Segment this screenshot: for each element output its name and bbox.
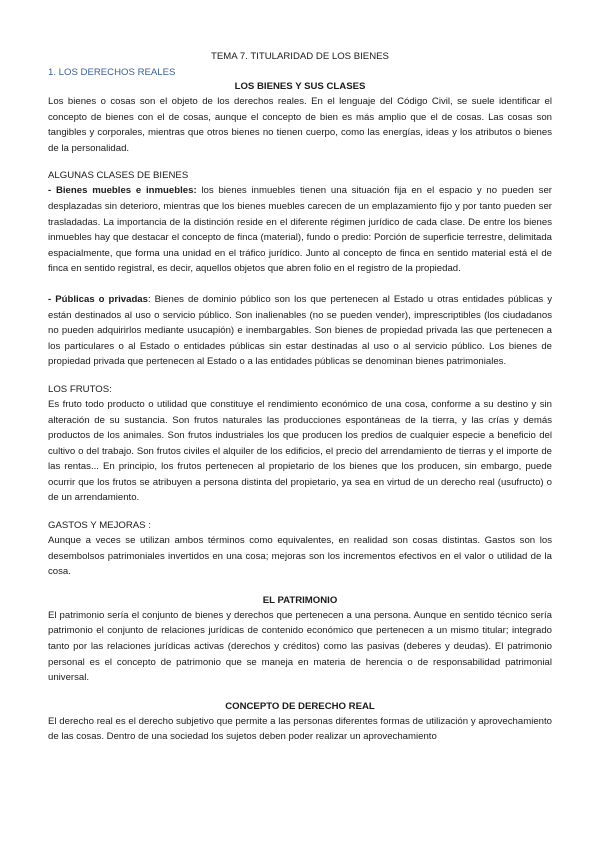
paragraph-concepto: El derecho real es el derecho subjetivo que permite a las personas diferentes formas de utilización y aprovechamiento de las cosas. Dentro de una sociedad los sujetos deben poder realizar un aprovechamiento (48, 715, 552, 743)
document-title: TEMA 7. TITULARIDAD DE LOS BIENES (211, 51, 389, 62)
text-muebles: los bienes inmuebles tienen una situación fija en el espacio y no pueden ser desplazadas sin deterioro, mientras que los bienes muebles carecen de un emplazamiento fijo y por tanto pueden ser trasladadas. La importancia de la distinción reside en el diferente régimen jurídico de cada clase. De entre los bienes inmuebles hay que destacar el concepto de finca (material), fundo o predio: Porción de superficie terrestre, delimitada espacialmente, que forma una unidad en el tráfico jurídico. Junto al concepto de finca en sentido material está el de finca en sentido registral, es decir, aquellos objetos que abren folio en el registro de la propiedad. (48, 185, 552, 275)
caption-gastos: GASTOS Y MEJORAS : (48, 520, 151, 532)
paragraph-gastos: Aunque a veces se utilizan ambos términos como equivalentes, en realidad son cosas distintas. Gastos son los desembolsos patrimoniales invertidos en una cosa; mejoras son los incrementos efectivos en el valor o utilidad de la cosa. (48, 535, 552, 578)
caption-clases: ALGUNAS CLASES DE BIENES (48, 170, 189, 182)
paragraph-bienes: Los bienes o cosas son el objeto de los derechos reales. En el lenguaje del Código Civil, se suele identificar el concepto de bienes con el de cosas, aunque el concepto de bien es más amplio que el de cosas. Las cosas son tangibles y corporales, mientras que otros bienes no tienen cuerpo, como las energías, ideas y los atributos o bienes de la personalidad. (48, 96, 552, 154)
paragraph-frutos: Es fruto todo producto o utilidad que constituye el rendimiento económico de una cosa, conforme a su destino y sin alteración de su sustancia. Son frutos naturales las producciones espontáneas de la tierra, y las crías y demás productos de los animales. Son frutos industriales los que producen los predios de cualquier especie a beneficio del cultivo o del trabajo. Son frutos civiles el alquiler de los edificios, el precio del arrendamiento de tierras y el importe de las rentas... En principio, los frutos pertenecen al propietario de los bienes que los producen, sin embargo, puede ocurrir que los frutos se atribuyen a persona distinta del propietario, ya sea en virtud de un derecho real (usufructo) o de un arrendamiento. (48, 398, 552, 504)
label-publicas: - Públicas o privadas (48, 293, 148, 305)
paragraph-publicas (48, 292, 552, 370)
paragraph-patrimonio: El patrimonio sería el conjunto de bienes y derechos que pertenecen a una persona. Aunque en sentido técnico sería patrimonio el conjunto de relaciones jurídicas de contenido económico que pertenecen a un mismo titular; integrado tanto por las relaciones jurídicas activas (derechos y créditos) como las pasivas (deberes y deudas). El patrimonio personal es el concepto de patrimonio que se maneja en materia de herencia o de responsabilidad patrimonial universal. (48, 609, 552, 684)
text-publicas: : Bienes de dominio público son los que pertenecen al Estado u otras entidades públicas y están destinados al uso o servicio público. Son inalienables (no se pueden vender), imprescriptibles (los ciudadanos no pueden adquirirlos mediante usucapión) e inembargables. Son bienes de propiedad privada las que pertenecen a los particulares o al Estado o entidades públicas sin estar destinadas al uso o al servicio público. Los bienes de propiedad privada que pertenecen al Estado o a las entidades públicas se denominan bienes patrimoniales. (48, 293, 552, 368)
label-muebles: - Bienes muebles e inmuebles: (48, 185, 197, 197)
heading-concepto: CONCEPTO DE DERECHO REAL (225, 700, 375, 712)
section-heading: 1. LOS DERECHOS REALES (48, 67, 176, 78)
heading-bienes: LOS BIENES Y SUS CLASES (234, 81, 366, 92)
caption-frutos: LOS FRUTOS: (48, 383, 112, 395)
paragraph-muebles (48, 183, 552, 277)
heading-patrimonio: EL PATRIMONIO (262, 594, 338, 606)
document-page (48, 50, 552, 745)
